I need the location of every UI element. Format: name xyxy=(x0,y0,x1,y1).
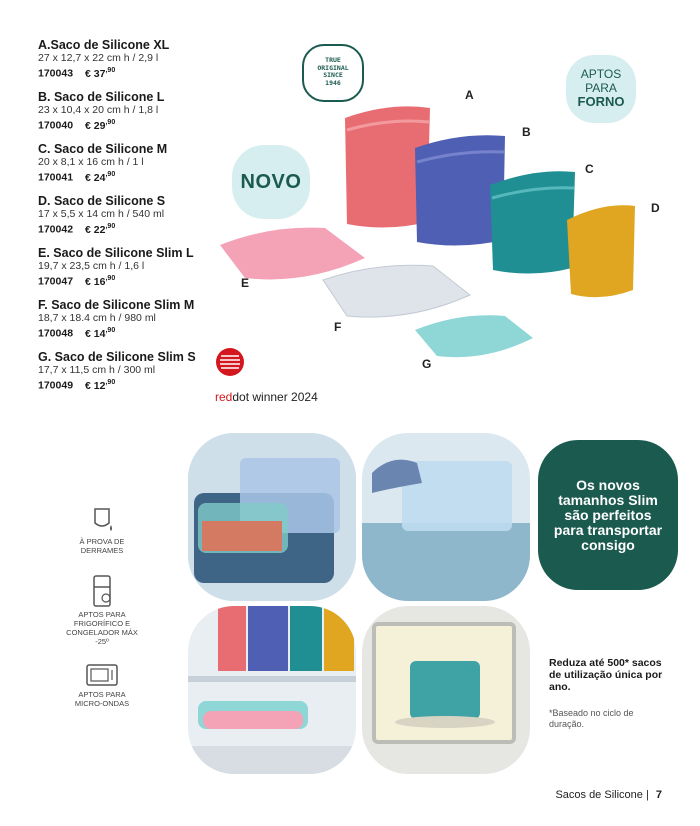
photo-hand-bag xyxy=(362,433,530,601)
product-price: € 29 xyxy=(85,119,106,132)
product-price: € 24 xyxy=(85,171,106,184)
feature-spillproof xyxy=(64,505,140,555)
novo-badge: NOVO xyxy=(232,145,310,219)
product-name: E. Saco de Silicone Slim L xyxy=(38,246,194,260)
page-number: 7 xyxy=(655,789,662,801)
bag-letter-g: G xyxy=(422,357,432,371)
bag-s xyxy=(567,205,635,297)
seal-text: ORIGINAL xyxy=(317,63,349,72)
photo-fridge xyxy=(188,606,356,774)
seal-text: 1946 xyxy=(325,78,341,87)
silicone-bags-image xyxy=(215,90,675,380)
product-item xyxy=(38,246,228,289)
product-code-price xyxy=(38,64,228,81)
footer-separator: | xyxy=(645,789,649,801)
product-code: 170040 xyxy=(38,119,74,132)
product-code-price xyxy=(38,168,228,185)
aptos-text: FORNO xyxy=(577,94,625,109)
bag-letter-b: B xyxy=(522,125,531,139)
product-code: 170043 xyxy=(38,67,74,80)
product-item xyxy=(38,90,228,133)
page-footer xyxy=(555,789,662,801)
reddot-award xyxy=(215,390,318,404)
product-code-price xyxy=(38,220,228,237)
product-item xyxy=(38,194,228,237)
reddot-suffix: winner 2024 xyxy=(249,390,318,404)
product-dimensions: 17 x 5,5 x 14 cm h / 540 ml xyxy=(38,208,165,220)
slim-callout: Os novos tamanhos Slim são perfeitos para transportar consigo xyxy=(538,440,678,590)
aptos-text: PARA xyxy=(585,81,617,95)
product-name: C. Saco de Silicone M xyxy=(38,142,168,156)
product-dimensions: 23 x 10,4 x 20 cm h / 1,8 l xyxy=(38,104,159,116)
product-item xyxy=(38,142,228,185)
product-price-cents: ,90 xyxy=(105,223,116,230)
bag-letter-c: C xyxy=(585,162,594,176)
product-price-cents: ,90 xyxy=(105,379,116,386)
seal-text: TRUE xyxy=(325,56,341,64)
reddot-dot: dot xyxy=(232,390,250,404)
microwave-icon xyxy=(85,662,119,688)
product-dimensions: 19,7 x 23,5 cm h / 1,6 l xyxy=(38,260,145,272)
product-name: D. Saco de Silicone S xyxy=(38,194,166,208)
product-code-price xyxy=(38,376,228,393)
reduza-text: Reduza até 500* sacos de utilização única por ano. xyxy=(549,657,663,693)
reddot-red: red xyxy=(215,390,233,404)
feature-label: APTOS PARA FRIGORÍFICO E CONGELADOR MÁX -25º xyxy=(66,610,138,646)
product-code: 170049 xyxy=(38,379,74,392)
feature-microwave xyxy=(64,662,140,708)
product-price-cents: ,90 xyxy=(105,119,116,126)
feature-fridge xyxy=(64,574,140,646)
bag-letter-f: F xyxy=(334,320,342,334)
product-price: € 22 xyxy=(85,223,106,236)
seal-text: SINCE xyxy=(323,71,343,79)
product-dimensions: 17,7 x 11,5 cm h / 300 ml xyxy=(38,364,156,376)
aptos-text: APTOS xyxy=(580,67,622,81)
photo-lunchbox xyxy=(188,433,356,601)
product-item xyxy=(38,350,228,393)
bag-slim-s xyxy=(415,315,533,357)
footer-section: Sacos de Silicone xyxy=(555,789,643,801)
product-price-cents: ,90 xyxy=(105,327,116,334)
footnote: *Baseado no ciclo de duração. xyxy=(549,708,634,729)
product-item xyxy=(38,38,228,81)
product-code: 170047 xyxy=(38,275,74,288)
product-price: € 14 xyxy=(85,327,106,340)
product-dimensions: 27 x 12,7 x 22 cm h / 2,9 l xyxy=(38,52,159,64)
fridge-icon xyxy=(89,574,115,608)
product-code-price xyxy=(38,116,228,133)
photo-microwave xyxy=(362,606,530,774)
product-code-price xyxy=(38,272,228,289)
product-code: 170041 xyxy=(38,171,74,184)
product-code: 170042 xyxy=(38,223,74,236)
product-code: 170048 xyxy=(38,327,74,340)
product-price-cents: ,90 xyxy=(105,67,116,74)
bag-letter-e: E xyxy=(241,276,250,290)
feature-label: APTOS PARA MICRO-ONDAS xyxy=(74,690,130,708)
product-name: B. Saco de Silicone L xyxy=(38,90,165,104)
bag-drip-icon xyxy=(89,505,115,535)
product-name: F. Saco de Silicone Slim M xyxy=(38,298,195,312)
product-dimensions: 20 x 8,1 x 16 cm h / 1 l xyxy=(38,156,144,168)
bag-letter-d: D xyxy=(651,201,660,215)
bag-slim-m xyxy=(323,265,470,317)
product-code-price xyxy=(38,324,228,341)
product-price: € 16 xyxy=(85,275,106,288)
bag-letter-a: A xyxy=(465,88,474,102)
product-price: € 12 xyxy=(85,379,106,392)
product-dimensions: 18,7 x 18.4 cm h / 980 ml xyxy=(38,312,156,324)
product-item xyxy=(38,298,228,341)
product-price-cents: ,90 xyxy=(105,275,116,282)
bag-slim-l xyxy=(220,228,365,280)
product-name: G. Saco de Silicone Slim S xyxy=(38,350,196,364)
product-price: € 37 xyxy=(85,67,106,80)
product-price-cents: ,90 xyxy=(105,171,116,178)
reddot-logo-icon xyxy=(215,347,245,377)
feature-label: À PROVA DE DERRAMES xyxy=(79,537,125,555)
product-name: A.Saco de Silicone XL xyxy=(38,38,170,52)
